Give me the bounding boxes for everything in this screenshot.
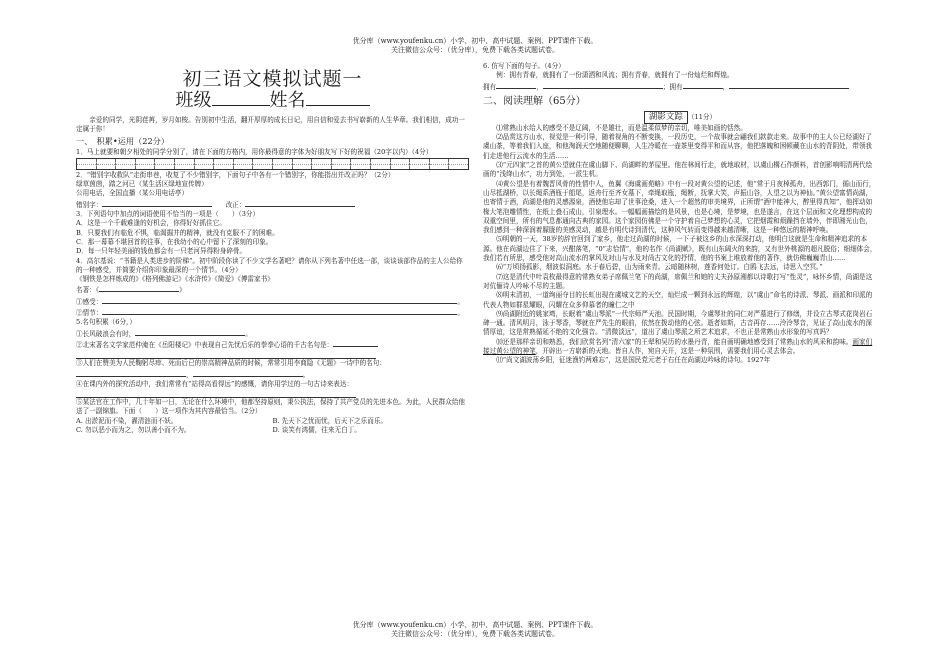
answer-5-2[interactable] — [76, 350, 376, 359]
name-label: 姓名 — [269, 90, 306, 111]
question-4-book-answer: 名著：《 》 — [76, 286, 186, 295]
footer-line-1: 优分库（www.youfenku.cn）小学、初中、高中试题、案例、PPT课件下载。 — [352, 621, 598, 629]
question-2-line-1: 绿草茵茵，踏之河已（某生活区绿地宣传牌） — [76, 180, 208, 189]
answer-5-1[interactable] — [135, 328, 245, 336]
option-a[interactable]: A. 出淤泥而不染，濯清涟而不妖。 — [76, 416, 178, 425]
question-6-example: 例：拥有青春，就拥有了一份潇洒和风流；拥有青春，就拥有了一份灿烂和辉煌。 — [496, 71, 734, 80]
intro-text: 亲爱的同学，光阴荏苒，岁月如梭。告别初中生活，翻开厚厚的成长日记，用自信和爱去书写崭新的人生华章。我们相信，成功一定属于你！ — [76, 116, 466, 134]
question-5-4: ④在课内外的探究活动中，我们常常有“站得高看得远”的感慨，请你用学过的一句古诗来表达： — [76, 379, 354, 388]
paragraph-11: ⑾“尚文湖波荡乡阳，征迷渔钓两难忘”，这是国民党元老于右任在尚湖边吟咏的诗句。1927年 — [496, 356, 771, 365]
question-5-3: ③人们在赞美为人民鞠躬尽瘁、死而后已的崇高精神品质的时候，常常引用李商隐《无题》一诗中的名句：， 。 — [76, 359, 386, 379]
question-4-books: 《钢铁是怎样炼成的》《格列佛游记》《水浒传》《简爱》《傅雷家书》 — [76, 275, 274, 284]
question-3-option-b: B．只要我们有临危不惧，临渴掘井的精神，就没有克服不了的困难。 — [76, 228, 279, 237]
question-4-feeling: ①感受： 。 — [76, 297, 464, 306]
paragraph-7: ⑺这是清代中叶袁枚最得意的常熟女弟子席佩兰笔下的尚湖，席佩兰和她的丈夫孙原湘都以诗歌打写“性灵”，咏怀乡情，尚湖是这对伉俪诗人吟咏不尽的主题。 — [483, 272, 873, 290]
question-4: 4．高尔基说：“书籍是人类进步的阶梯”。初中阶段你读了不少文学名著吧？请你从下列名著中任选一部，谈谈该部作品的主人公给你的一种感受，并简要介绍你印象最深的一个情节。（4分） — [76, 256, 463, 274]
correction-field[interactable] — [245, 199, 355, 207]
paragraph-4: ⑷黄公望是有着魏晋风骨的性情中人，鱼翼《海虞画苑略》中有一段对黄公望的记述，他“常于月夜棹孤舟，出西郭门，循山而行，山尽抵湖桥，以长绳系酒瓶于船尾，返舟行至齐女墓下，牵绳取瓶，绳断，抚掌大笑，声振山谷，人望之以为神仙。”黄公望富情尚湖，也寄情于酒，尚湖是他的灵感源泉，酒使他忘却了世事沧桑，进入一个超然的审美境界，正所谓“酒中能神大，醉里得真知”，他挥动如椽大笔泡雕情性，在纸上叠石成山，引泉理水。一幅幅画描绘的是风景，也是心境，是梦境，也是遂言，在这个层面和文化理想构成的双重空间里，所有的气息都通向古典的家园。这个家园仿佛是一个守护着自己梦想的心灵，它把烟霞和烦躁挡在墙外，伴即湘光山色，我们感到一种深润着朦胧的美感灵动，越是有明代诗到清代，这种风气转而变得越来越清晰，这是一种悠远的精神呼唤。 — [483, 179, 876, 235]
paragraph-2: ⑵品赏这方山水，视觉是一种引导，随着视角的不断变换，一段历史，一个故事就会翩我们款款走来。故事中的主人公已经湖好了虞山茶，等着我们入座，和他淘润天空地随便聊聊，人生冷暖在一壶茶里变得平和而从容，他把落魄和困顿藏在山水的背阴处，带领我们走进他行云流水的生活…… — [483, 133, 873, 160]
question-4-plot: ②情节： 。 — [76, 309, 464, 318]
plot-field[interactable] — [102, 307, 457, 315]
paragraph-10: ⑽还是那样亲切和熟悉，我们欣赏名列“清六家”的王翚和吴历的水墨丹青，能自画明确地感受到了常熟山水的风采和韵味。画家们接过黄公望的神笔，开辟出一方崭新的天地。皆自人作，宛自天开，这是一种氛围，需要我们用心灵去体会。 — [483, 337, 873, 356]
question-6: 6. 仿写下面的句子。（4分） — [483, 62, 565, 70]
page-header — [0, 37, 950, 55]
header-line-2: 关注微信公众号：（优分库），免费下载各类试题试卷。 — [391, 46, 559, 54]
question-5-5: ⑤某法官在工作中，几十年如一日，无论在什么环境中，他都坚持原则，秉公执法，保持了共产党员的先进本色。为此，人民群众给他送了一副锦旗。下面（ ）这一项作为其内容最恰当。（2分） — [76, 398, 466, 416]
class-name-line — [76, 90, 469, 112]
option-c[interactable]: C. 勿以恶小而为之，勿以善小而不为。 — [76, 426, 191, 435]
paragraph-8: ⑻明末清初，一道绚丽夺目的长虹出现在虞城文艺的天空，灿烂成一颗到永远的辉煌，以“虞山”命名的诗派、琴派、画派和印派的代表人物如群星耀眼，闪耀在众多仰慕者的瞳仁之中 — [483, 291, 873, 309]
typo-field[interactable] — [102, 199, 212, 207]
paragraph-9: ⑼尚湖附近的姚家塆，长眠着“虞山琴派”一代宗师严天池。民国时期，今虞琴社的同仁对严墓进行了修缮，并设立古琴式花岗岩石碑一通。清风明月，泳于琴香，琴就在严先生的眼前，依然在拨动他的心弦。逝者如斯，古音再存……泠泠琴音，见证了高山流水的深情厚谊，这是常熟循延不绝的文化强音。“清微淡远”，道出了虞山琴派之所艺术追求，不也正是常熟山水形象的写真吗？ — [483, 309, 873, 337]
writing-grid[interactable] — [76, 158, 469, 170]
question-5: 5.名句积累（6分，） — [76, 318, 136, 327]
answer-5-3[interactable] — [76, 369, 186, 377]
underlined-sentence: 画家们接过黄公望的神笔 — [483, 337, 873, 356]
paragraph-3: ⑶“元四家”之首的黄公望就住在虞山脚下、尚湖畔的茅屋里。他在林间行走，就地取材，以虞山構石作颜料，首创影响明清两代绘画的“浅绛山水”，功力到处，一派生机。 — [483, 161, 873, 179]
question-5-options-ab — [76, 417, 469, 426]
question-3-option-c: C．那一幕幕不堪回首的往事，在我幼小的心中留下了深刻的印象。 — [76, 237, 273, 246]
question-6-answer: 拥有 ， ；拥有 ， — [483, 81, 877, 92]
feeling-field[interactable] — [102, 296, 457, 304]
exam-title: 初三语文模拟试题一 — [182, 68, 363, 90]
question-5-1: ①长风破浪会有时， 。 — [76, 329, 252, 338]
section-1-heading: 一、 积累•运用（22分） — [76, 135, 170, 146]
question-3-option-a: A．这是一个千载难逢的好机会，你得好好抓住它。 — [76, 219, 226, 228]
footer-line-2: 关注微信公众号：（优分库），免费下载各类试题试卷。 — [391, 630, 559, 638]
paragraph-5: ⑸明朝的一天，38岁的辞官回到了家乡，他走过尚湖的时候，一下子被这乡的山水深深打动，他明白这就是生命和精神追求的本源。他在尚湖边住了下来，兴酣落笔，“0”志恰情”，他的名作《尚湖赋》，既有山东阔火的来韵，又有世外桃源的超凡脱俗；细细体会，我们若有所思，感受他对高山流水的掌风及对山与水及对尚古文化的抒情，他的书案上堆放着他的著作，就仿佛巍巍青山…… — [483, 235, 877, 263]
question-3-option-d: D．每一只年轻美丽的钱鱼都会有一只老河异得粉身碎骨。 — [76, 247, 247, 256]
book-field[interactable] — [99, 284, 179, 292]
name-field[interactable] — [306, 92, 370, 106]
question-5-2: ②北宋著名文学家范仲淹在《岳阳楼记》中表现自己先忧后乐的拳拳心语的千古名句是： — [76, 339, 469, 350]
header-line-1: 优分库（www.youfenku.cn）小学、初中、高中试题、案例、PPT课件下载。 — [352, 37, 598, 45]
section-2-heading: 二、阅读理解（65分） — [483, 95, 586, 107]
paragraph-1: ⑴常熟山水给人的感受不是辽阔，不是雄壮，而是温柔似梦的亲切，唯美如画的恬然。 — [496, 123, 747, 132]
answer-5-4[interactable] — [76, 389, 356, 398]
question-2-answer: 错别字： 改正： — [76, 199, 469, 210]
question-3: 3．下列语句中加点的词语使用不恰当的一项是（ ）（3分） — [76, 210, 260, 219]
class-label: 班级 — [175, 90, 212, 111]
reading-title-box: 湖影文踪 — [644, 111, 688, 124]
page-footer — [0, 621, 950, 639]
left-column — [76, 62, 469, 435]
reading-score: （11分） — [687, 112, 717, 121]
option-b[interactable]: B. 先天下之忧而忧，后天下之乐而乐。 — [272, 416, 388, 425]
question-5-options-cd — [76, 426, 469, 435]
reading-title — [483, 111, 877, 124]
question-2-line-2: 公用电话，全国直播（某公用电话亭） — [76, 189, 189, 198]
class-field[interactable] — [212, 92, 270, 106]
question-2: 2．“错别字收救队”走街串巷，收复了不少错别字，下面句子中各有一个错别字，你能指出并改正吗？（2分） — [76, 170, 395, 179]
paragraph-6: ⑹“万顷扬孤影，烟波似洞庭。水于春后碧，山为雨来青。云暗随林树，莲香何处订。白鸥飞去远，诗思入空冥。” — [496, 263, 823, 272]
right-column — [483, 62, 877, 366]
option-d[interactable]: D. 谈笑有鸿儒，往来无白丁。 — [272, 426, 361, 435]
question-1: 1．马上就要和朝夕相处的同学分别了，请在下面的方格内，用你最得意的字体为好朋友写下好的祝福（20字以内）（4分） — [76, 147, 433, 156]
